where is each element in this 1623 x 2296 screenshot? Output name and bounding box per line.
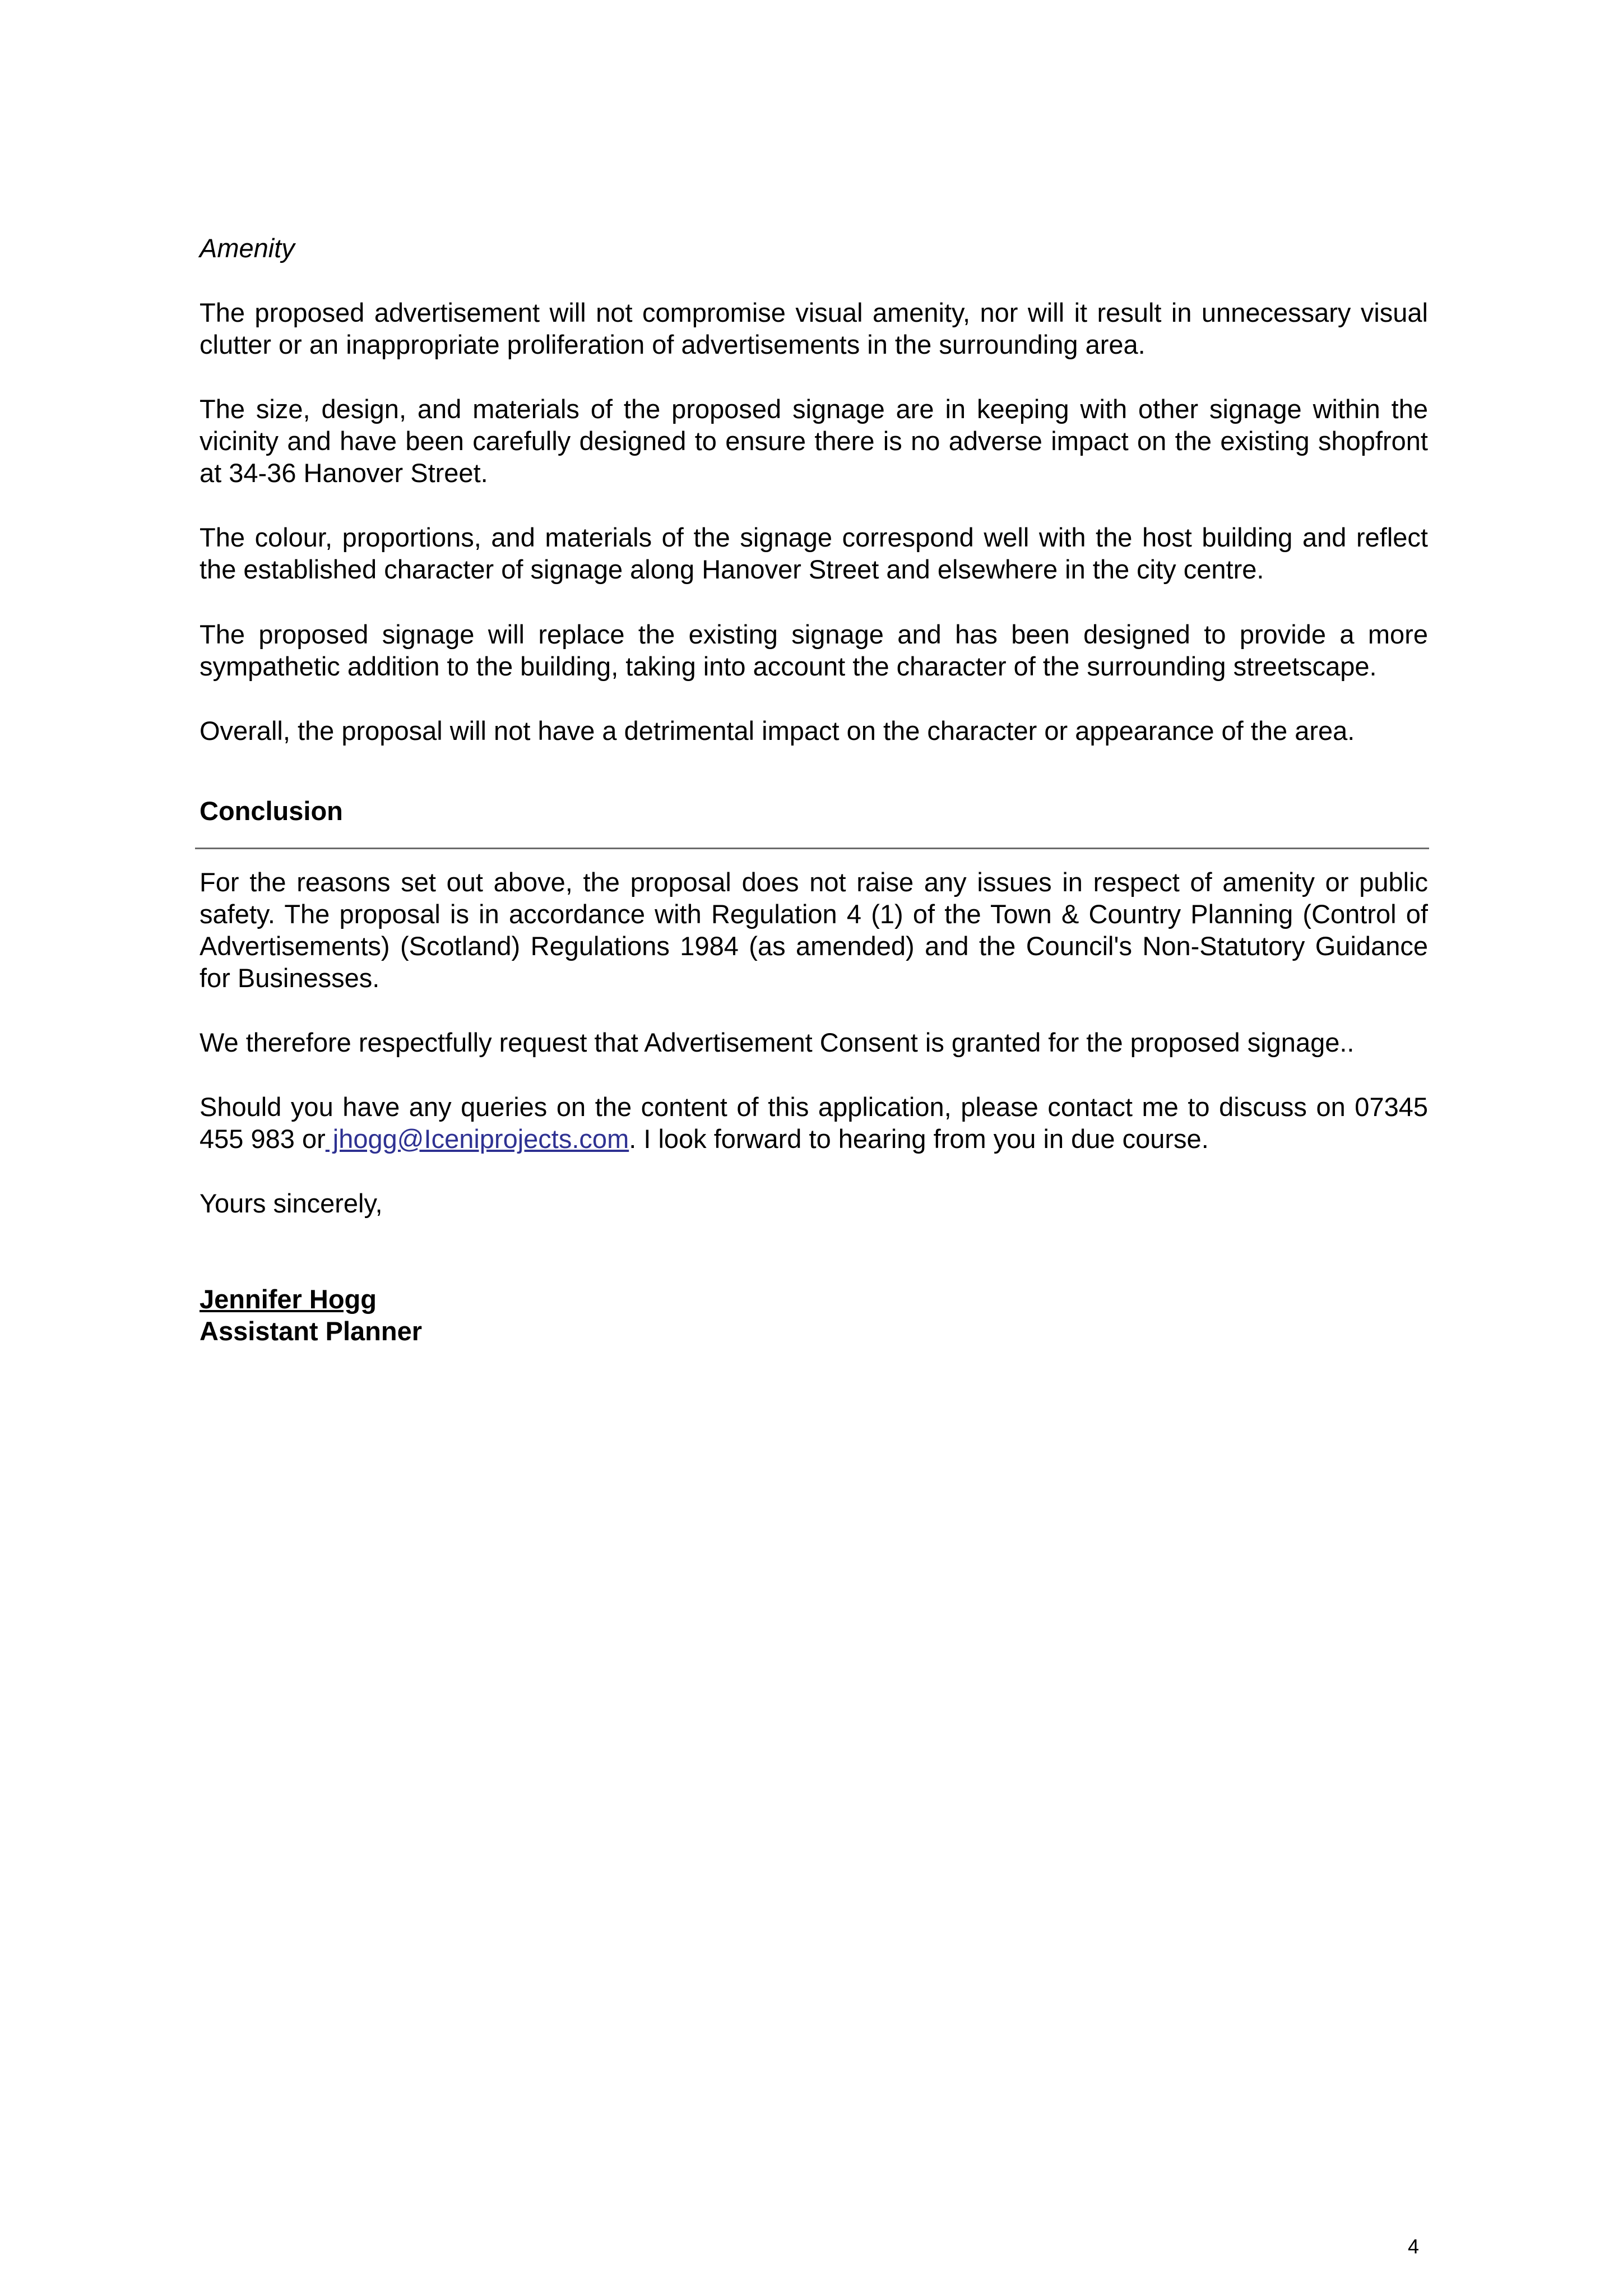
amenity-paragraph-4: The proposed signage will replace the existing signage and has been designed to provide a more sympathetic addition to the building, taking into account the character of the surrounding streetscape. [200, 619, 1428, 681]
section-divider [195, 848, 1429, 849]
amenity-paragraph-1: The proposed advertisement will not compromise visual amenity, nor will it result in unnecessary visual clutter or an inappropriate proliferation of advertisements in the surrounding area. [200, 298, 1428, 359]
signature-title: Assistant Planner [200, 1316, 423, 1346]
amenity-paragraph-5: Overall, the proposal will not have a detrimental impact on the character or appearance of the area. [200, 716, 1355, 746]
contact-text-after: . I look forward to hearing from you in due course. [629, 1124, 1209, 1154]
contact-paragraph [200, 1091, 1428, 1155]
closing-salutation: Yours sincerely, [200, 1188, 383, 1218]
amenity-heading: Amenity [200, 233, 295, 263]
amenity-paragraph-3: The colour, proportions, and materials of the signage correspond well with the host building and reflect the established character of signage along Hanover Street and elsewhere in the city centre. [200, 522, 1428, 584]
conclusion-paragraph-1: For the reasons set out above, the proposal does not raise any issues in respect of amenity or public safety. The proposal is in accordance with Regulation 4 (1) of the Town & Country Planning (Control of Advertisements) (Scotland) Regulations 1984 (as amended) and the Council's Non-Statutory Guidance for Businesses. [200, 867, 1428, 993]
page-number: 4 [1408, 2235, 1420, 2258]
conclusion-paragraph-2: We therefore respectfully request that Advertisement Consent is granted for the proposed signage.. [200, 1027, 1355, 1057]
amenity-paragraph-2: The size, design, and materials of the proposed signage are in keeping with other signage within the vicinity and have been carefully designed to ensure there is no adverse impact on the existing shopfront at 34-36 Hanover Street. [200, 394, 1428, 488]
email-link[interactable]: jhogg@Iceniprojects.com [325, 1124, 629, 1154]
signature-name: Jennifer Hogg [200, 1284, 377, 1314]
conclusion-heading: Conclusion [200, 796, 343, 826]
signature-block [200, 1283, 1428, 1347]
contact-text-before: Should you have any queries on the content of this application, please contact me to discuss on 07345 455 983 or [200, 1092, 1428, 1154]
